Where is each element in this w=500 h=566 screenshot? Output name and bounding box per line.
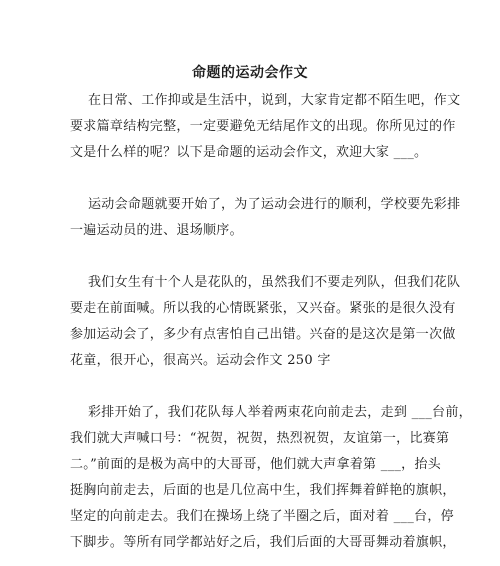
paragraph-line: 彩排开始了，我们花队每人举着两束花向前走去，走到 ___台前， <box>88 405 472 420</box>
paragraph-line: 坚定的向前走去。我们在操场上绕了半圈之后，面对着 ___台，停 <box>70 509 454 524</box>
paragraph-line: 二。”前面的是极为高中的大哥哥，他们就大声拿着第 ___，抬头 <box>70 457 442 472</box>
paragraph-line: 运动会命题就要开始了，为了运动会进行的顺利，学校要先彩排 <box>88 197 461 212</box>
paragraph-line: 挺胸向前走去，后面的也是几位高中生，我们挥舞着鲜艳的旗帜， <box>70 483 456 498</box>
paragraph-line: 文是什么样的呢？以下是命题的运动会作文，欢迎大家 ___。 <box>70 145 428 160</box>
paragraph-line: 花童，很开心，很高兴。运动会作文 250 字 <box>70 353 331 368</box>
paragraph-line: 下脚步。等所有同学都站好之后，我们后面的大哥哥舞动着旗帜， <box>70 535 456 550</box>
paragraph-line: 参加运动会了，多少有点害怕自己出错。兴奋的是这次是第一次做 <box>70 327 456 342</box>
paragraph-line: 我们就大声喊口号：“祝贺，祝贺，热烈祝贺，友谊第一，比赛第 <box>70 431 450 446</box>
document-title: 命题的运动会作文 <box>192 65 308 81</box>
paragraph-line: 要走在前面喊。所以我的心情既紧张，又兴奋。紧张的是很久没有 <box>70 301 456 316</box>
paragraph-line: 我们女生有十个人是花队的，虽然我们不要走列队，但我们花队 <box>88 275 461 290</box>
paragraph-line: 一遍运动员的进、退场顺序。 <box>70 223 243 238</box>
paragraph-line: 在日常、工作抑或是生活中，说到，大家肯定都不陌生吧，作文 <box>88 93 461 108</box>
paragraph-line: 要求篇章结构完整，一定要避免无结尾作文的出现。你所见过的作 <box>70 119 456 134</box>
